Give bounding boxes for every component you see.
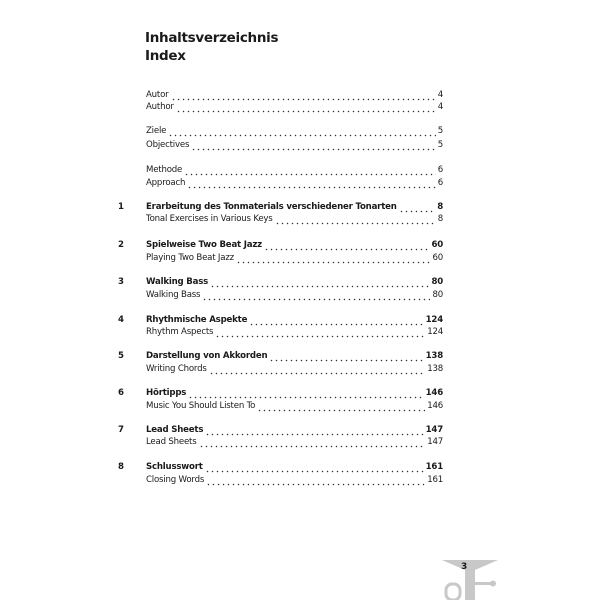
- chapter-number: 2: [118, 240, 124, 250]
- dot-leader: [205, 461, 424, 473]
- toc-entry-title: Playing Two Beat Jazz: [146, 253, 234, 263]
- chapter-number: 7: [118, 425, 124, 435]
- toc-entry[interactable]: [146, 436, 443, 448]
- toc-entry[interactable]: [146, 239, 443, 251]
- toc-entry-page: 4: [437, 102, 443, 112]
- dot-leader: [206, 474, 425, 486]
- toc-entry-title: Walking Bass: [146, 277, 209, 287]
- toc-entry-page: 147: [427, 437, 443, 447]
- chapter-number: 1: [118, 202, 124, 212]
- dot-leader: [257, 400, 425, 412]
- toc-entry[interactable]: [146, 424, 443, 436]
- toc-entry-title: Closing Words: [146, 475, 205, 485]
- toc-entry-title: Rhythmische Aspekte: [146, 315, 248, 325]
- toc-entry[interactable]: [146, 252, 443, 264]
- toc-entry[interactable]: [146, 101, 443, 113]
- toc-entry-title: Ziele: [146, 126, 167, 136]
- toc-entry-page: 8: [437, 214, 443, 224]
- toc-entry[interactable]: [146, 474, 443, 486]
- toc-entry-page: 5: [437, 140, 443, 150]
- toc-entry-page: 161: [425, 462, 443, 472]
- dot-leader: [199, 436, 426, 448]
- page-number: 3: [461, 562, 468, 572]
- dot-leader: [187, 177, 435, 189]
- toc-entry-title: Walking Bass: [146, 290, 201, 300]
- toc-entry[interactable]: [146, 400, 443, 412]
- toc-entry-title: Lead Sheets: [146, 425, 204, 435]
- page-subtitle: Index: [145, 48, 186, 64]
- toc-entry[interactable]: [146, 125, 443, 137]
- dot-leader: [168, 125, 435, 137]
- toc-entry-title: Spielweise Two Beat Jazz: [146, 240, 262, 250]
- dot-leader: [264, 239, 429, 251]
- dot-leader: [275, 213, 436, 225]
- toc-entry[interactable]: [146, 89, 443, 101]
- toc-entry-page: 6: [437, 165, 443, 175]
- chapter-number: 8: [118, 462, 124, 472]
- toc-entry-page: 124: [427, 327, 443, 337]
- toc-entry[interactable]: [146, 314, 443, 326]
- toc-entry-title: Lead Sheets: [146, 437, 197, 447]
- chapter-number: 3: [118, 277, 124, 287]
- toc-entry-page: 5: [437, 126, 443, 136]
- dot-leader: [184, 164, 436, 176]
- toc-entry-page: 161: [427, 475, 443, 485]
- dot-leader: [215, 326, 425, 338]
- dot-leader: [171, 89, 436, 101]
- toc-entry-title: Schlusswort: [146, 462, 203, 472]
- chapter-number: 4: [118, 315, 124, 325]
- toc-entry[interactable]: [146, 461, 443, 473]
- toc-entry-title: Objectives: [146, 140, 190, 150]
- toc-entry-title: Erarbeitung des Tonmaterials verschiedener Tonarten: [146, 202, 397, 212]
- toc-entry[interactable]: [146, 363, 443, 375]
- dot-leader: [269, 350, 423, 362]
- toc-entry-title: Methode: [146, 165, 183, 175]
- dot-leader: [399, 201, 436, 213]
- toc-entry[interactable]: [146, 350, 443, 362]
- toc-entry-page: 146: [427, 401, 443, 411]
- toc-entry[interactable]: [146, 326, 443, 338]
- toc-entry-page: 146: [425, 388, 443, 398]
- toc-entry[interactable]: [146, 164, 443, 176]
- trumpet-watermark-icon: [440, 560, 500, 600]
- toc-entry-page: 60: [431, 240, 443, 250]
- dot-leader: [249, 314, 423, 326]
- page-title: Inhaltsverzeichnis: [145, 30, 279, 46]
- toc-entry[interactable]: [146, 213, 443, 225]
- dot-leader: [205, 424, 423, 436]
- toc-entry[interactable]: [146, 177, 443, 189]
- toc-entry-page: 4: [437, 90, 443, 100]
- toc-entry-page: 138: [427, 364, 443, 374]
- chapter-number: 5: [118, 351, 124, 361]
- toc-entry-title: Author: [146, 102, 174, 112]
- dot-leader: [176, 101, 436, 113]
- dot-leader: [209, 363, 426, 375]
- toc-entry-page: 147: [425, 425, 443, 435]
- dot-leader: [191, 139, 435, 151]
- toc-entry-title: Hörtipps: [146, 388, 187, 398]
- dot-leader: [202, 289, 430, 301]
- toc-entry-title: Writing Chords: [146, 364, 207, 374]
- toc-entry-title: Rhythm Aspects: [146, 327, 214, 337]
- toc-entry-title: Autor: [146, 90, 169, 100]
- toc-entry[interactable]: [146, 276, 443, 288]
- toc-entry-page: 8: [437, 202, 443, 212]
- toc-entry-page: 80: [432, 290, 443, 300]
- toc-entry-page: 124: [425, 315, 443, 325]
- dot-leader: [188, 387, 423, 399]
- toc-entry[interactable]: [146, 289, 443, 301]
- toc-entry[interactable]: [146, 201, 443, 213]
- toc-entry[interactable]: [146, 387, 443, 399]
- dot-leader: [210, 276, 429, 288]
- dot-leader: [236, 252, 430, 264]
- toc-entry-title: Tonal Exercises in Various Keys: [146, 214, 273, 224]
- toc-entry-title: Approach: [146, 178, 186, 188]
- chapter-number: 6: [118, 388, 124, 398]
- toc-entry-title: Music You Should Listen To: [146, 401, 256, 411]
- toc-entry-page: 138: [425, 351, 443, 361]
- toc-entry-page: 6: [437, 178, 443, 188]
- toc-entry-page: 60: [432, 253, 443, 263]
- toc-entry-title: Darstellung von Akkorden: [146, 351, 268, 361]
- toc-entry-page: 80: [431, 277, 443, 287]
- toc-entry[interactable]: [146, 139, 443, 151]
